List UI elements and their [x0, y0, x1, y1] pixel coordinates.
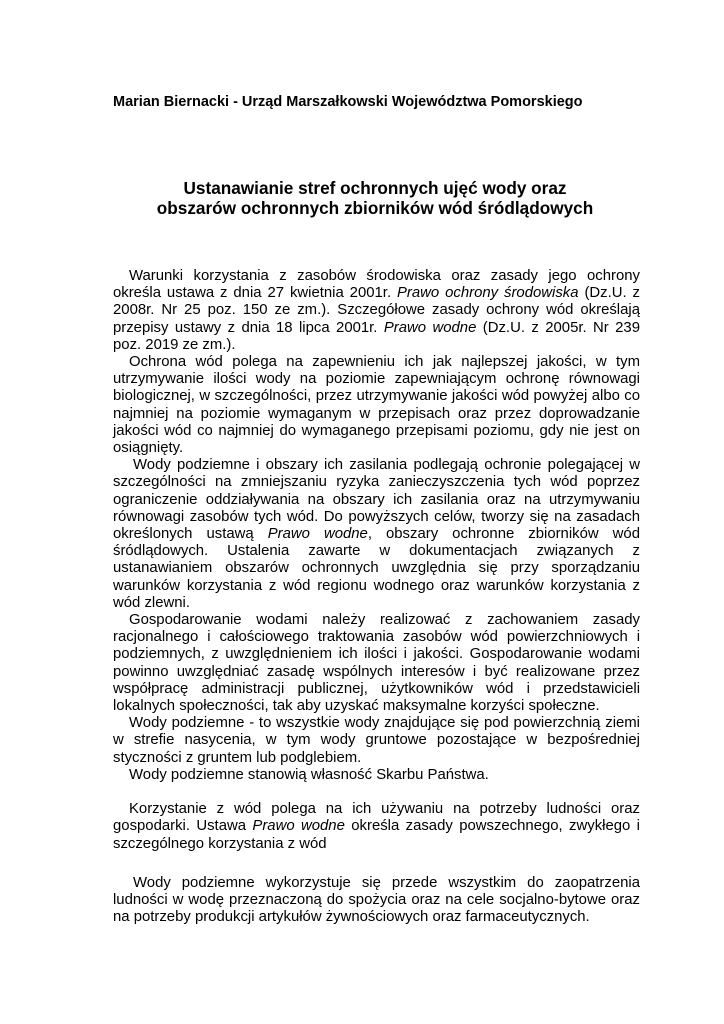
- title-line-1: Ustanawianie stref ochronnych ujęć wody oraz: [183, 178, 567, 198]
- paragraph-text: określa zasady powszechnego, zwykłego i szczególnego korzystania z wód: [113, 818, 640, 852]
- paragraph-text: Warunki korzystania z zasobów środowiska oraz zasady jego ochrony określa ustawa z dnia 27 kwietnia 2001r.: [113, 268, 640, 302]
- paragraph-water-management: Gospodarowanie wodami należy realizować z zachowaniem zasady racjonalnego i całościowego traktowania zasobów wód powierzchniowych i podziemnych, z uwzględnieniem ich ilości i jakości. Gospodarowanie wodami powinno uwzględniać zasadę wspólnych interesów i być realizowane przez współpracę administracji publicznej, użytkowników wód i przedstawicieli lokalnych społeczności, tak aby uzyskać maksymalne korzyści społeczne.: [113, 612, 640, 715]
- document-title: [110, 178, 640, 218]
- author-line: Marian Biernacki - Urząd Marszałkowski Województwa Pomorskiego: [113, 94, 583, 110]
- paragraph-text: Korzystanie z wód polega na ich używaniu na potrzeby ludności oraz gospodarki. Ustawa: [113, 801, 640, 835]
- act-title: Prawo wodne: [252, 818, 345, 835]
- paragraph-text: Wody podziemne i obszary ich zasilania podlegają ochronie polegającej w szczególności na zmniejszaniu ryzyka zanieczyszczenia tych wód poprzez ograniczenie oddziaływania na obszary ich zasilania oraz na utrzymywaniu równowagi zasobów tych wód. Do powyższych celów, tworzy się na zasadach określonych ustawą: [113, 457, 640, 543]
- title-line-2: obszarów ochronnych zbiorników wód śródlądowych: [156, 198, 594, 218]
- paragraph-legal-basis: [113, 268, 640, 354]
- paragraph-text: , obszary ochronne zbiorników wód śródlądowych. Ustalenia zawarte w dokumentacjach związanych z ustanawianiem obszarów ochronnych uwzględnia się przy sporządzaniu warunków korzystania z wód regionu wodnego oraz warunków korzystania z wód zlewni.: [113, 526, 640, 611]
- paragraph-text: (Dz.U. z 2005r. Nr 239 poz. 2019 ze zm.).: [113, 319, 640, 353]
- paragraph-groundwater-protection: [113, 457, 640, 612]
- document-body: [113, 268, 640, 926]
- act-title: Prawo wodne: [267, 526, 368, 543]
- act-title: Prawo ochrony środowiska: [397, 285, 579, 302]
- paragraph-water-protection: Ochrona wód polega na zapewnieniu ich jak najlepszej jakości, w tym utrzymywanie ilości wody na poziomie zapewniającym ochronę równowagi biologicznej, w szczególności, przez utrzymywanie jakości wód powyżej albo co najmniej na poziomie wymaganym w przepisach oraz przez doprowadzanie jakości wód co najmniej do wymaganego przepisami poziomu, gdy nie jest on osiągnięty.: [113, 354, 640, 457]
- act-title: Prawo wodne: [383, 319, 477, 336]
- paragraph-text: (Dz.U. z 2008r. Nr 25 poz. 150 ze zm.). Szczegółowe zasady ochrony wód określają przepisy ustawy z dnia 18 lipca 2001r.: [113, 285, 640, 336]
- paragraph-groundwater-usage: Wody podziemne wykorzystuje się przede wszystkim do zaopatrzenia ludności w wodę przeznaczoną do spożycia oraz na cele socjalno-bytowe oraz na potrzeby produkcji artykułów żywnościowych oraz farmaceutycznych.: [113, 874, 640, 926]
- paragraph-state-ownership: Wody podziemne stanowią własność Skarbu Państwa.: [129, 766, 489, 783]
- paragraph-groundwater-definition: Wody podziemne - to wszystkie wody znajdujące się pod powierzchnią ziemi w strefie nasycenia, w tym wody gruntowe pozostające w bezpośredniej styczności z gruntem lub podglebiem.: [113, 715, 640, 766]
- paragraph-water-use: [113, 801, 640, 853]
